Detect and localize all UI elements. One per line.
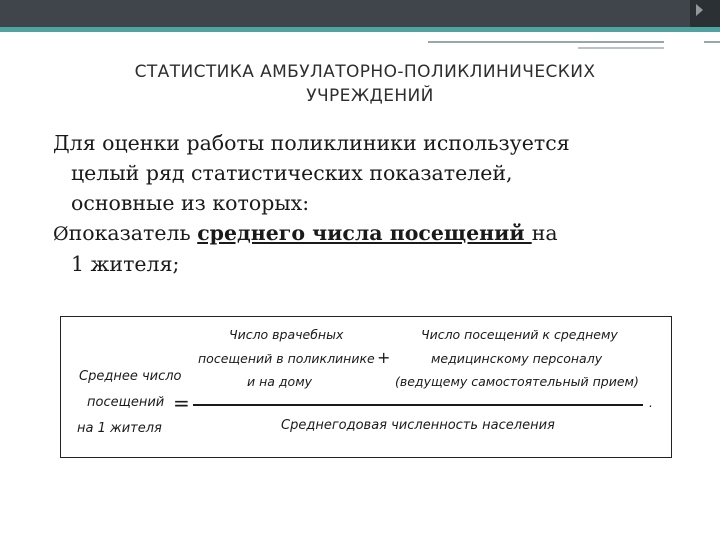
triangle-icon <box>696 4 703 16</box>
bullet-arrow-icon: Ø <box>53 223 69 245</box>
denominator: Среднегодовая численность населения <box>281 418 555 433</box>
slide-title <box>60 60 670 108</box>
bullet-item <box>53 218 693 249</box>
numerator-b-line-2: медицинскому персоналу <box>431 351 603 366</box>
title-line-1: СТАТИСТИКА АМБУЛАТОРНО-ПОЛИКЛИНИЧЕСКИХ <box>134 62 596 82</box>
accent-bar <box>0 27 720 32</box>
decor-line <box>704 41 720 43</box>
decor-line <box>428 41 664 43</box>
formula-image <box>60 316 672 458</box>
bullet-prefix: показатель <box>68 221 198 245</box>
decor-line <box>578 47 664 49</box>
left-term-line-2: посещений <box>87 395 165 410</box>
left-term-line-3: на 1 жителя <box>77 421 162 436</box>
equals-sign: = <box>173 391 190 415</box>
numerator-a-line-1: Число врачебных <box>229 327 344 342</box>
title-line-2: УЧРЕЖДЕНИЙ <box>306 86 434 106</box>
header-band-corner <box>690 0 720 27</box>
bullet-line-2: 1 жителя; <box>71 252 180 276</box>
plus-sign: + <box>377 348 391 367</box>
bullet-suffix: на <box>531 221 558 245</box>
left-term-line-1: Среднее число <box>79 369 182 384</box>
numerator-b-line-3: (ведущему самостоятельный прием) <box>395 374 639 389</box>
trailing-dot: . <box>649 396 653 410</box>
bullet-emphasis: среднего числа посещений <box>197 221 532 245</box>
body-line-1: Для оценки работы поликлиники используется <box>53 131 570 155</box>
body-line-2: целый ряд статистических показателей, <box>71 161 513 185</box>
formula-svg <box>61 317 671 457</box>
numerator-b-line-1: Число посещений к среднему <box>421 327 618 342</box>
numerator-a-line-3: и на дому <box>247 374 313 389</box>
slide-body <box>53 128 693 279</box>
header-band <box>0 0 720 27</box>
body-line-3: основные из которых: <box>71 191 310 215</box>
numerator-a-line-2: посещений в поликлинике <box>198 351 375 366</box>
